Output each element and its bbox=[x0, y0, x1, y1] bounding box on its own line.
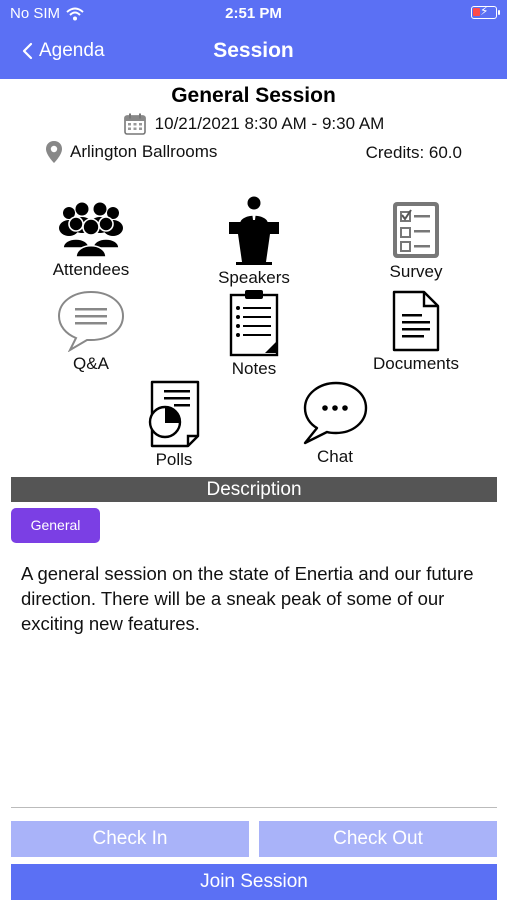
calendar-icon bbox=[123, 112, 147, 136]
chat-button[interactable] bbox=[270, 381, 400, 467]
back-label: Agenda bbox=[39, 40, 105, 61]
page-title: Session bbox=[213, 39, 294, 62]
battery-icon: ⚡ bbox=[471, 6, 497, 19]
documents-label: Documents bbox=[373, 354, 459, 373]
speaker-podium-icon bbox=[228, 196, 280, 266]
datetime-text: 10/21/2021 8:30 AM - 9:30 AM bbox=[154, 114, 385, 133]
description-header: Description bbox=[11, 477, 497, 502]
location-text: Arlington Ballrooms bbox=[70, 142, 218, 161]
survey-label: Survey bbox=[389, 262, 443, 281]
join-session-button[interactable]: Join Session bbox=[11, 864, 497, 900]
category-tag[interactable]: General bbox=[11, 508, 100, 543]
polls-button[interactable] bbox=[109, 380, 239, 470]
speakers-label: Speakers bbox=[218, 268, 290, 287]
status-bar bbox=[0, 0, 507, 28]
location-pin-icon bbox=[44, 140, 64, 164]
survey-button[interactable] bbox=[351, 200, 481, 282]
check-out-button[interactable]: Check Out bbox=[259, 821, 497, 857]
divider bbox=[11, 807, 497, 808]
document-icon bbox=[392, 290, 440, 352]
session-title: General Session bbox=[171, 84, 336, 107]
notes-label: Notes bbox=[231, 359, 277, 378]
session-location bbox=[44, 140, 217, 164]
description-text: A general session on the state of Enertia and our future direction. There will be a sneak peak of some of our exciting new features. bbox=[21, 563, 474, 634]
credits-text: Credits: 60.0 bbox=[365, 143, 462, 162]
chat-bubble-icon bbox=[301, 381, 369, 445]
qa-button[interactable] bbox=[26, 290, 156, 374]
notes-button[interactable] bbox=[189, 289, 319, 379]
top-bar bbox=[0, 0, 507, 79]
check-in-button[interactable]: Check In bbox=[11, 821, 249, 857]
chat-label: Chat bbox=[317, 447, 353, 466]
session-datetime bbox=[0, 112, 507, 136]
documents-button[interactable] bbox=[351, 290, 481, 374]
polls-chart-icon bbox=[146, 380, 202, 448]
qa-label: Q&A bbox=[73, 354, 109, 373]
carrier-label: No SIM bbox=[10, 5, 61, 22]
attendees-label: Attendees bbox=[52, 260, 130, 279]
status-time: 2:51 PM bbox=[225, 5, 282, 22]
polls-label: Polls bbox=[155, 450, 193, 469]
survey-tablet-icon bbox=[391, 200, 441, 260]
speakers-button[interactable] bbox=[189, 196, 319, 288]
navigation-bar bbox=[0, 28, 507, 79]
qa-speech-bubble-icon bbox=[56, 290, 126, 352]
attendees-button[interactable] bbox=[26, 200, 156, 280]
attendees-icon bbox=[56, 200, 126, 258]
notes-clipboard-icon bbox=[229, 289, 279, 357]
